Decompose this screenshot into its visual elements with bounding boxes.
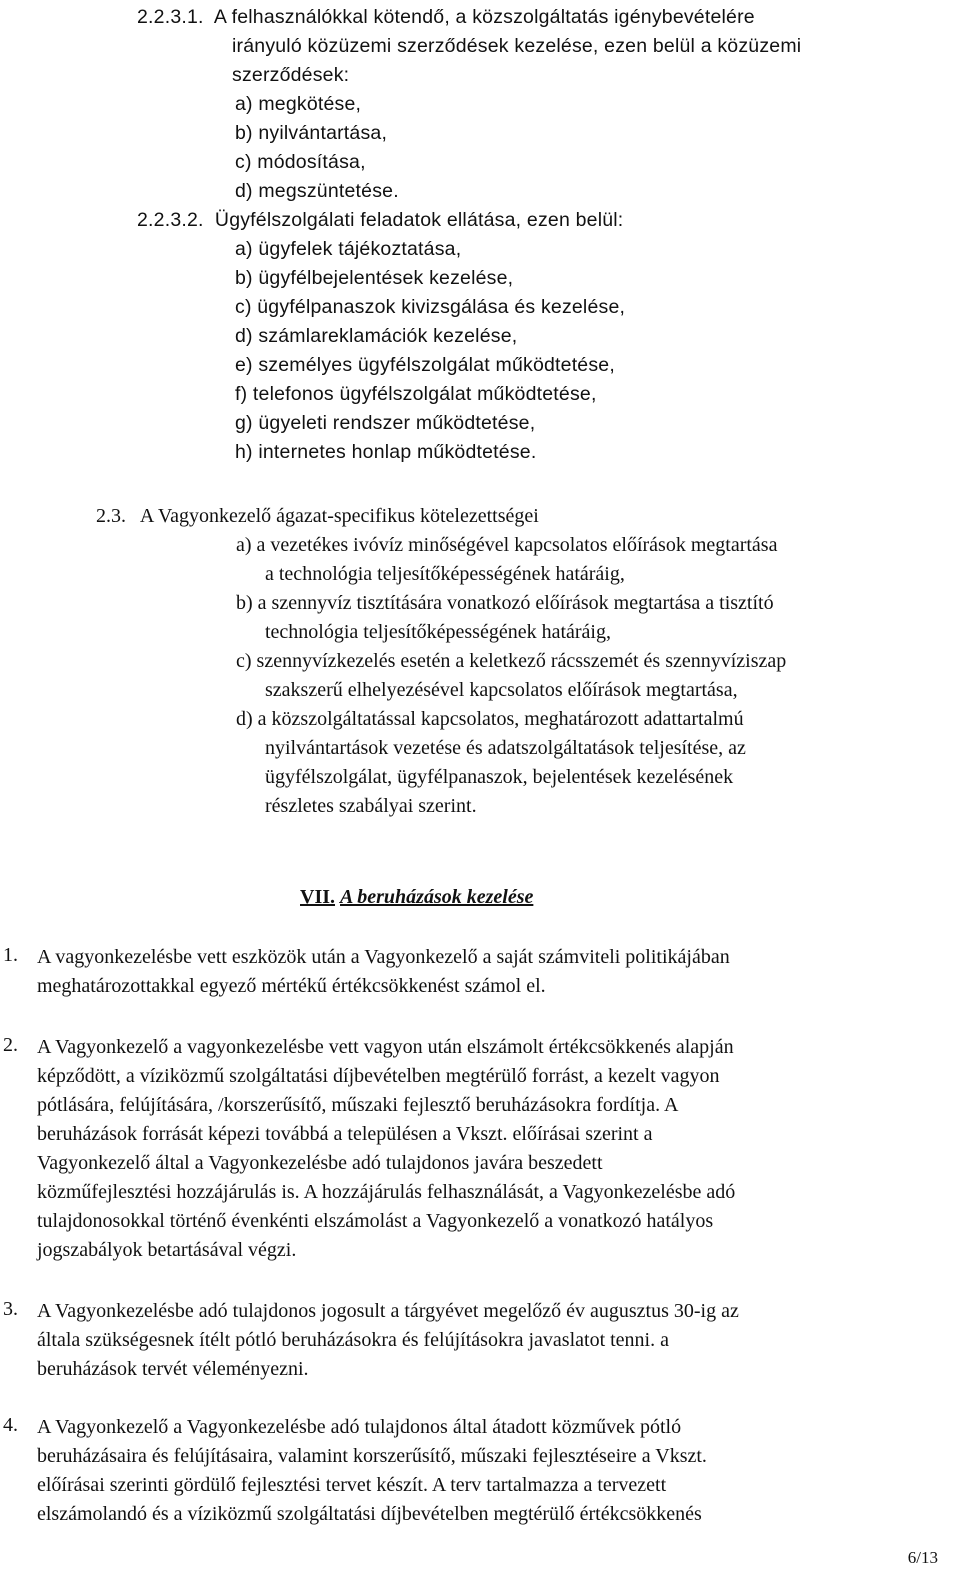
paragraph-line: beruházásaira és felújításaira, valamint korszerűsítő, műszaki fejlesztéseire a Vkszt.: [37, 1445, 707, 1467]
section-title: A felhasználókkal kötendő, a közszolgáltatás igénybevételére: [213, 6, 755, 28]
paragraph-line: A Vagyonkezelésbe adó tulajdonos jogosult a tárgyévet megelőző év augusztus 30-ig az: [37, 1300, 739, 1322]
list-item-cont: részletes szabályai szerint.: [265, 795, 477, 817]
list-item: f) telefonos ügyfélszolgálat működtetése,: [235, 383, 597, 405]
section-2232-heading: [137, 207, 623, 233]
list-item: d) megszüntetése.: [235, 180, 399, 202]
section-number: 2.3.: [96, 505, 126, 527]
section-number: 2.2.3.1.: [137, 6, 204, 28]
list-item: c) módosítása,: [235, 151, 366, 173]
paragraph-number: 3.: [3, 1298, 18, 1320]
list-item: c) szennyvízkezelés esetén a keletkező rácsszemét és szennyvíziszap: [236, 650, 787, 672]
section-2231-heading: [137, 4, 952, 30]
section-title: A Vagyonkezelő ágazat-specifikus kötelezettségei: [139, 505, 539, 527]
paragraph-line: közműfejlesztési hozzájárulás is. A hozzájárulás felhasználását, a Vagyonkezelésbe adó: [37, 1181, 736, 1203]
paragraph-line: általa szükségesnek ítélt pótló beruházásokra és felújításokra javaslatot tenni. a: [37, 1329, 669, 1351]
paragraph-line: Vagyonkezelő által a Vagyonkezelésbe adó tulajdonos javára beszedett: [37, 1152, 603, 1174]
section-number: 2.2.3.2.: [137, 209, 204, 231]
page-number: 6/13: [907, 1548, 938, 1567]
paragraph-number: 4.: [3, 1414, 18, 1436]
list-item: g) ügyeleti rendszer működtetése,: [235, 412, 536, 434]
paragraph-line: pótlására, felújítására, /korszerűsítő, műszaki fejlesztő beruházásokra fordítja. A: [37, 1094, 679, 1116]
paragraph-line: meghatározottakkal egyező mértékű értékcsökkenést számol el.: [37, 975, 546, 997]
list-item: a) megkötése,: [235, 93, 362, 115]
paragraph-line: elszámolandó és a víziközmű szolgáltatási díjbevételben megtérülő értékcsökkenés: [37, 1503, 702, 1525]
list-item: b) nyilvántartása,: [235, 122, 388, 144]
paragraph-line: beruházások forrását képezi továbbá a településen a Vkszt. előírásai szerint a: [37, 1123, 653, 1145]
chapter-title: A beruházások kezelése: [340, 886, 534, 908]
paragraph-line: tulajdonosokkal történő évenkénti elszámolást a Vagyonkezelő a vonatkozó hatályos: [37, 1210, 714, 1232]
list-item: d) számlareklamációk kezelése,: [235, 325, 518, 347]
list-item-cont: technológia teljesítőképességének határáig,: [265, 621, 611, 643]
list-item: a) a vezetékes ivóvíz minőségével kapcsolatos előírások megtartása: [236, 534, 778, 556]
list-item-cont: a technológia teljesítőképességének határáig,: [265, 563, 625, 585]
paragraph-line: A Vagyonkezelő a vagyonkezelésbe vett vagyon után elszámolt értékcsökkenés alapján: [37, 1036, 734, 1058]
list-item: b) ügyfélbejelentések kezelése,: [235, 267, 514, 289]
list-item-cont: ügyfélszolgálat, ügyfélpanaszok, bejelentések kezelésének: [265, 766, 734, 788]
list-item: e) személyes ügyfélszolgálat működtetése,: [235, 354, 615, 376]
paragraph-number: 2.: [3, 1034, 18, 1056]
section-title-line: szerződések:: [232, 64, 350, 86]
chapter-number: VII.: [300, 886, 336, 908]
paragraph-line: A Vagyonkezelő a Vagyonkezelésbe adó tulajdonos által átadott közművek pótló: [37, 1416, 682, 1438]
paragraph-line: képződött, a víziközmű szolgáltatási díjbevételben megtérülő forrást, a kezelt vagyon: [37, 1065, 720, 1087]
paragraph-line: A vagyonkezelésbe vett eszközök után a Vagyonkezelő a saját számviteli politikájában: [37, 946, 730, 968]
paragraph-line: beruházások tervét véleményezni.: [37, 1358, 309, 1380]
list-item-cont: nyilvántartások vezetése és adatszolgáltatások teljesítése, az: [265, 737, 746, 759]
list-item-cont: szakszerű elhelyezésével kapcsolatos előírások megtartása,: [265, 679, 738, 701]
paragraph-line: előírásai szerinti gördülő fejlesztési tervet készít. A terv tartalmazza a tervezett: [37, 1474, 667, 1496]
list-item: c) ügyfélpanaszok kivizsgálása és kezelése,: [235, 296, 626, 318]
chapter-heading: [300, 884, 533, 910]
list-item: h) internetes honlap működtetése.: [235, 441, 537, 463]
list-item: d) a közszolgáltatással kapcsolatos, meghatározott adattartalmú: [236, 708, 744, 730]
paragraph-line: jogszabályok betartásával végzi.: [37, 1239, 297, 1261]
section-23-heading: [96, 503, 539, 529]
list-item: a) ügyfelek tájékoztatása,: [235, 238, 462, 260]
paragraph-number: 1.: [3, 944, 18, 966]
section-title-line: irányuló közüzemi szerződések kezelése, ezen belül a közüzemi: [232, 35, 802, 57]
list-item: b) a szennyvíz tisztítására vonatkozó előírások megtartása a tisztító: [236, 592, 774, 614]
section-title: Ügyfélszolgálati feladatok ellátása, ezen belül:: [214, 209, 624, 231]
